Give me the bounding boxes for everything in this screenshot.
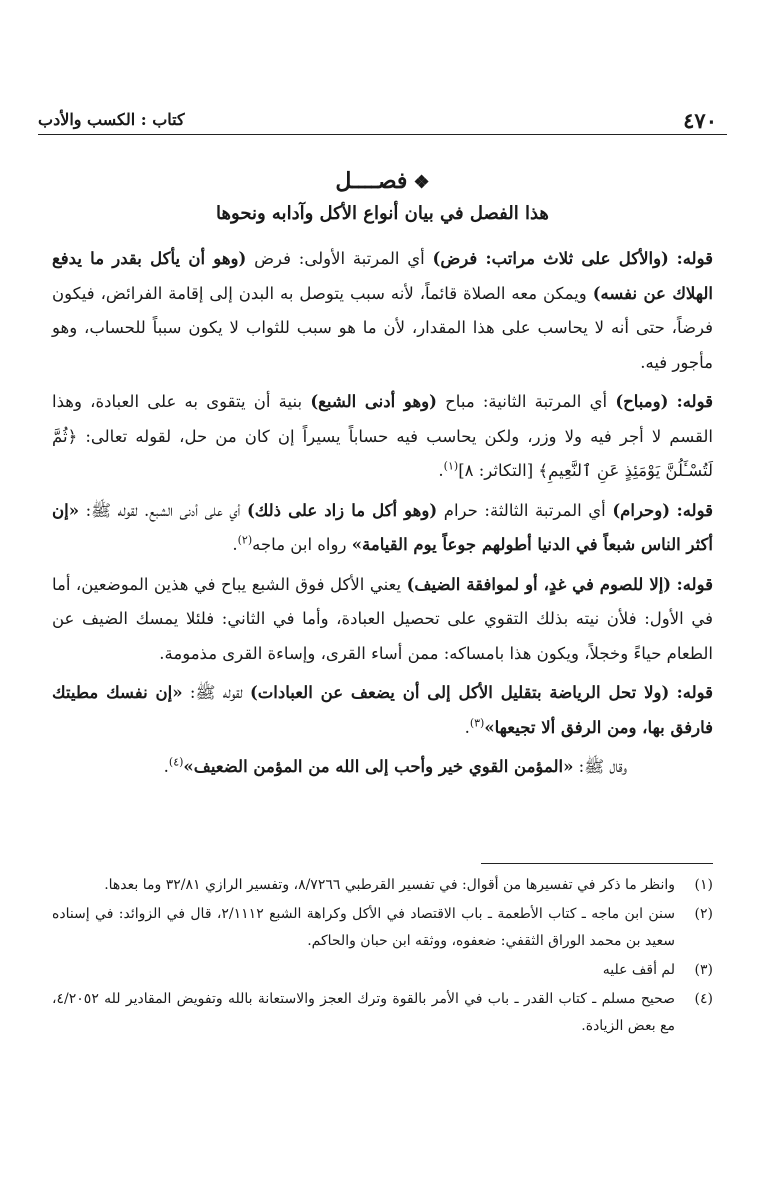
paragraph-3 (52, 494, 713, 563)
paragraph-text: وقال ﷺ: (573, 757, 627, 776)
bold-quote: (إلا للصوم في غدٍ، أو لموافقة الضيف) (406, 574, 672, 594)
paragraph-4 (52, 568, 713, 672)
paragraph-1 (52, 242, 713, 380)
paragraph-lead: قوله: (676, 500, 713, 520)
paragraph-text: أي المرتبة الثانية: مباح (436, 392, 616, 411)
paragraph-lead: قوله: (676, 392, 714, 411)
footnote-item (52, 872, 713, 899)
paragraph-lead: قوله: (676, 683, 714, 702)
bold-quote: (وهو أدنى الشبع) (310, 392, 437, 411)
section-heading (0, 168, 765, 194)
page-number: ٤٧٠ (683, 108, 717, 133)
bold-quote: (وهو أكل ما زاد على ذلك) (246, 500, 438, 520)
paragraph-tail: . (163, 757, 169, 776)
footnote-text: وانظر ما ذكر في تفسيرها من أقوال: في تفسير القرطبي ٨/٧٢٦٦، وتفسير الرازي ٣٢/٨١ وما بعدها. (104, 877, 675, 893)
footnote-ref[interactable]: (٢) (237, 533, 253, 547)
paragraph-tail: . (232, 535, 238, 554)
book-title: كتاب : الكسب والأدب (38, 110, 185, 129)
footnote-number: (١) (694, 877, 713, 893)
ornament-icon: ❖ (413, 172, 430, 193)
paragraph-2 (52, 385, 713, 489)
hadith-quote: «إن نفسك مطيتك فارفق بها، ومن الرفق ألا تجيعها» (52, 683, 713, 737)
paragraph-tail: . (464, 717, 470, 737)
paragraph-text: أي المرتبة الأولى: فرض (246, 249, 433, 268)
footnote-text: سنن ابن ماجه ـ كتاب الأطعمة ـ باب الاقتصاد في الأكل وكراهة الشبع ٢/١١١٢، قال في الزوائد: في إسناده سعيد بن محمد الوراق الثقفي: ضعفوه، ووثقه ابن حبان والحاكم. (52, 906, 675, 949)
footnote-item (52, 957, 713, 984)
footnote-ref[interactable]: (١) (443, 459, 459, 473)
hadith-quote: «المؤمن القوي خير وأحب إلى الله من المؤمن الضعيف» (183, 757, 574, 776)
paragraph-text: لقوله ﷺ: (182, 683, 250, 702)
footnotes (52, 872, 713, 1042)
section-title: فصــــل (335, 168, 408, 194)
footnote-ref[interactable]: (٣) (469, 716, 485, 729)
footnote-divider (481, 863, 713, 864)
main-text (52, 242, 713, 790)
paragraph-text: يعني الأكل فوق الشبع يباح في هذين الموضعين، أما في الأول: فلأن نيته بذلك التقوي على تحصيل العبادة، وأما في الثاني: فلئلا يمسك الضيف عن الطعام حياءً وخجلاً، ويكون هذا بامساكه: ممن أساء القرى، وإساءة القرى مذمومة. (52, 574, 713, 663)
bold-quote: (وهو أن يأكل بقدر ما يدفع الهلاك عن نفسه) (52, 249, 713, 303)
hadith-quote: «إن أكثر الناس شبعاً في الدنيا أطولهم جوعاً يوم القيامة» (52, 500, 713, 554)
footnote-item (52, 901, 713, 955)
paragraph-5 (52, 676, 713, 745)
footnote-text: لم أقف عليه (602, 962, 675, 978)
paragraph-text: أي المرتبة الثالثة: حرام (437, 500, 613, 520)
footnote-number: (٤) (694, 991, 713, 1007)
footnote-number: (٢) (694, 906, 713, 922)
paragraph-6 (52, 750, 713, 785)
paragraph-text: بنية أن يتقوى به على العبادة، وهذا القسم لا أجر فيه ولا وزر، ولكن يحاسب فيه حساباً يسيراً إن كان من حل، لقوله تعالى: ﴿ثُمَّ لَتُسْـَٔلُنَّ يَوْمَئِذٍ عَنِ ٱلنَّعِيمِ﴾ [التكاثر: ٨] (52, 392, 713, 480)
bold-quote: (ومباح) (615, 392, 669, 411)
footnote-item (52, 986, 713, 1040)
running-header (38, 108, 727, 135)
bold-quote: (وحرام) (612, 500, 671, 520)
footnote-ref[interactable]: (٤) (168, 755, 184, 769)
footnote-text: صحيح مسلم ـ كتاب القدر ـ باب في الأمر بالقوة وترك العجز والاستعانة بالله وتفويض المقادير لله ٤/٢٠٥٢، مع بعض الزيادة. (52, 991, 675, 1034)
paragraph-tail: . (438, 461, 444, 480)
section-subtitle: هذا الفصل في بيان أنواع الأكل وآدابه ونحوها (216, 203, 549, 224)
paragraph-text: ويمكن معه الصلاة قائماً، لأنه سبب يتوصل به البدن إلى إقامة الفرائض، فيكون فرضاً، حتى أنه لا يحاسب على هذا المقدار، لأن ما هو سبب للثواب لا يكون سبباً للحساب، وهو مأجور فيه. (52, 283, 713, 372)
paragraph-lead: قوله: (676, 249, 714, 268)
paragraph-text: أي على أدنى الشبع. لقوله ﷺ: (79, 500, 247, 520)
footnote-number: (٣) (694, 962, 713, 978)
bold-quote: (والأكل على ثلاث مراتب: فرض) (432, 249, 669, 268)
paragraph-lead: قوله: (676, 574, 713, 594)
bold-quote: (ولا تحل الرياضة بتقليل الأكل إلى أن يضعف عن العبادات) (249, 683, 670, 702)
paragraph-text: رواه ابن ماجه (252, 535, 352, 554)
